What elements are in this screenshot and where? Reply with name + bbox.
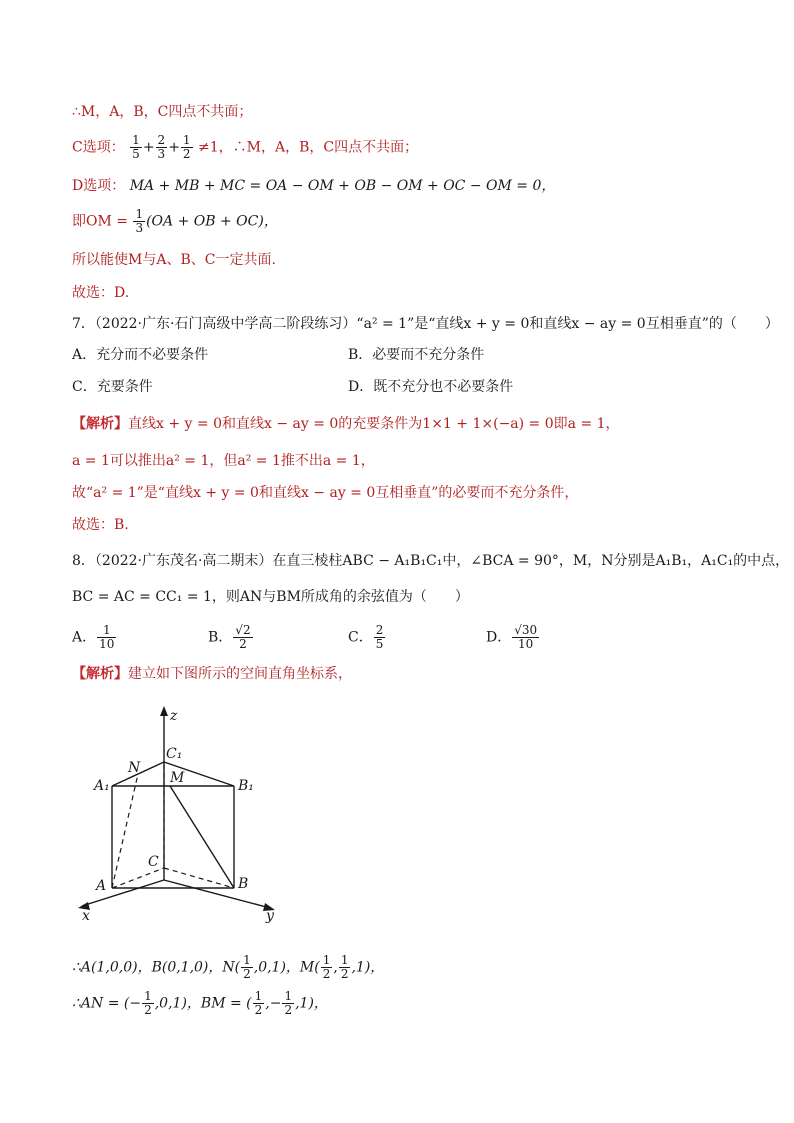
numerator: 1: [135, 207, 144, 221]
fraction: [133, 208, 145, 235]
denominator: 2: [243, 967, 251, 981]
option-label: A．: [72, 629, 97, 646]
text-line-5: 所以能使M与A、B、C一定共面.: [72, 252, 276, 268]
numerator: 1: [182, 133, 191, 147]
solution-text: 直线x + y = 0和直线x − ay = 0的充要条件为1×1 + 1×(−a) = 0即a = 1，: [128, 416, 620, 432]
label-c: C: [148, 854, 159, 870]
y-axis-solid: [164, 880, 270, 908]
analysis-tag: 【解析】: [72, 666, 128, 682]
label-n: N: [128, 760, 141, 776]
denominator: 2: [254, 1003, 263, 1017]
q8-option-b: [208, 624, 254, 651]
fraction: [339, 954, 351, 981]
solution-text: 建立如下图所示的空间直角坐标系，: [128, 666, 352, 682]
vector-sum: (OA + OB + OC)，: [146, 213, 278, 230]
segment-an-dashed: [112, 774, 138, 888]
denominator: 2: [182, 147, 191, 161]
numerator: 1: [284, 989, 293, 1003]
q7-option-d: D．既不充分也不必要条件: [348, 379, 514, 395]
label-z: z: [170, 708, 178, 724]
denominator: 3: [157, 147, 166, 161]
text-line-1: ∴M，A，B，C四点不共面；: [72, 104, 253, 120]
answer-line-6: 故选：D.: [72, 285, 130, 301]
c-option-prefix: C选项：: [72, 139, 125, 156]
q7-option-b: B．必要而不充分条件: [348, 347, 485, 363]
text-line-2: C选项： $\frac{1}{5}$ + $\frac{2}{3}$ + $\frac{1}{2}$ ≠1，∴M，A，B，C四点不共面；: [72, 133, 419, 161]
question-7-stem: 7．（2022·广东·石门高级中学高二阶段练习）“a² = 1”是“直线x + y = 0和直线x − ay = 0互相垂直”的（ ）: [72, 316, 779, 332]
denominator: 2: [340, 967, 349, 981]
fraction: [130, 134, 142, 161]
numerator: 1: [132, 133, 140, 147]
option-label: C．: [348, 629, 373, 646]
numerator: 2: [375, 623, 384, 637]
numerator: √2: [235, 623, 251, 637]
vectors-line: [72, 990, 328, 1017]
numerator: 1: [144, 989, 152, 1003]
numerator: √30: [514, 623, 538, 637]
option-label: D．: [486, 629, 512, 646]
q7-option-a: A．充分而不必要条件: [72, 347, 209, 363]
c-option-suffix: ≠1，∴M，A，B，C四点不共面；: [198, 139, 419, 156]
label-b: B: [238, 876, 249, 892]
numerator: 1: [243, 953, 251, 967]
coords-mid: ,0,1)，M(: [253, 959, 320, 976]
vector-expression: MA + MB + MC = OA − OM + OB − OM + OC − OM = 0，: [129, 178, 556, 194]
numerator: 2: [157, 133, 166, 147]
text-line-3: [72, 176, 555, 196]
q8-option-a: [72, 624, 117, 651]
fraction: [321, 954, 333, 981]
label-m: M: [170, 770, 185, 786]
vec-an-end: ,0,1)，BM = (: [154, 995, 252, 1012]
coordinates-line: ∴A(1,0,0)，B(0,1,0)，N( $\frac{1}{2}$ ,0,1)，M( $\frac{1}{2}$ , $\frac{1}{2}$ ,1)，: [72, 953, 385, 981]
denominator: 2: [284, 1003, 293, 1017]
fraction: [241, 954, 253, 981]
fraction: [181, 134, 193, 161]
q7-option-c: C．充要条件: [72, 379, 153, 395]
fraction: [374, 624, 386, 651]
d-option-prefix: D选项：: [72, 178, 126, 194]
vec-prefix: ∴AN = (−: [72, 995, 142, 1012]
text-line-4: [72, 208, 278, 235]
fraction: [282, 990, 294, 1017]
label-a: A: [96, 878, 107, 894]
denominator: 3: [135, 221, 144, 235]
q8-option-d: [486, 624, 540, 651]
q7-solution-3: 故“a² = 1”是“直线x + y = 0和直线x − ay = 0互相垂直”的必要而不充分条件，: [72, 485, 579, 501]
denominator: 10: [99, 637, 115, 651]
denominator: 10: [518, 637, 534, 651]
numerator: 1: [254, 989, 263, 1003]
fraction: [233, 624, 252, 651]
q7-solution-1: [72, 414, 620, 434]
question-8-stem-1: 8．（2022·广东茂名·高二期末）在直三棱柱ABC − A₁B₁C₁中，∠BCA = 90°，M，N分别是A₁B₁，A₁C₁的中点，: [72, 553, 790, 569]
coords-end: ,1)，: [351, 959, 385, 976]
prism-figure: [70, 704, 290, 924]
coords-prefix: ∴A(1,0,0)，B(0,1,0)，N(: [72, 959, 241, 976]
fraction: [97, 624, 116, 651]
option-label: B．: [208, 629, 233, 646]
q7-solution-2: a = 1可以推出a² = 1，但a² = 1推不出a = 1，: [72, 453, 375, 469]
label-y: y: [266, 908, 274, 924]
q8-option-c: [348, 624, 386, 651]
denominator: 2: [144, 1003, 152, 1017]
denominator: 5: [132, 147, 140, 161]
q8-solution-1: [72, 664, 352, 684]
label-c1: C₁: [166, 746, 183, 762]
denominator: 5: [375, 637, 384, 651]
label-x: x: [82, 908, 90, 924]
om-prefix: 即OM =: [72, 213, 133, 230]
segment-bm: [170, 786, 234, 888]
z-arrow: [160, 706, 168, 716]
vec-bm-mid: ,−: [265, 995, 282, 1012]
label-a1: A₁: [94, 778, 110, 794]
fraction: [512, 624, 539, 651]
analysis-tag: 【解析】: [72, 416, 128, 432]
fraction: [142, 990, 154, 1017]
fraction: [253, 990, 265, 1017]
edge-ac-dashed: [112, 868, 164, 888]
q7-answer: 故选：B.: [72, 517, 129, 533]
numerator: 1: [340, 953, 349, 967]
denominator: 2: [239, 637, 247, 651]
numerator: 1: [97, 624, 116, 638]
numerator: 1: [322, 953, 331, 967]
label-b1: B₁: [238, 778, 254, 794]
fraction: [156, 134, 168, 161]
denominator: 2: [322, 967, 331, 981]
question-8-stem-2: BC = AC = CC₁ = 1，则AN与BM所成角的余弦值为（ ）: [72, 589, 469, 605]
vec-bm-end: ,1)，: [295, 995, 328, 1012]
